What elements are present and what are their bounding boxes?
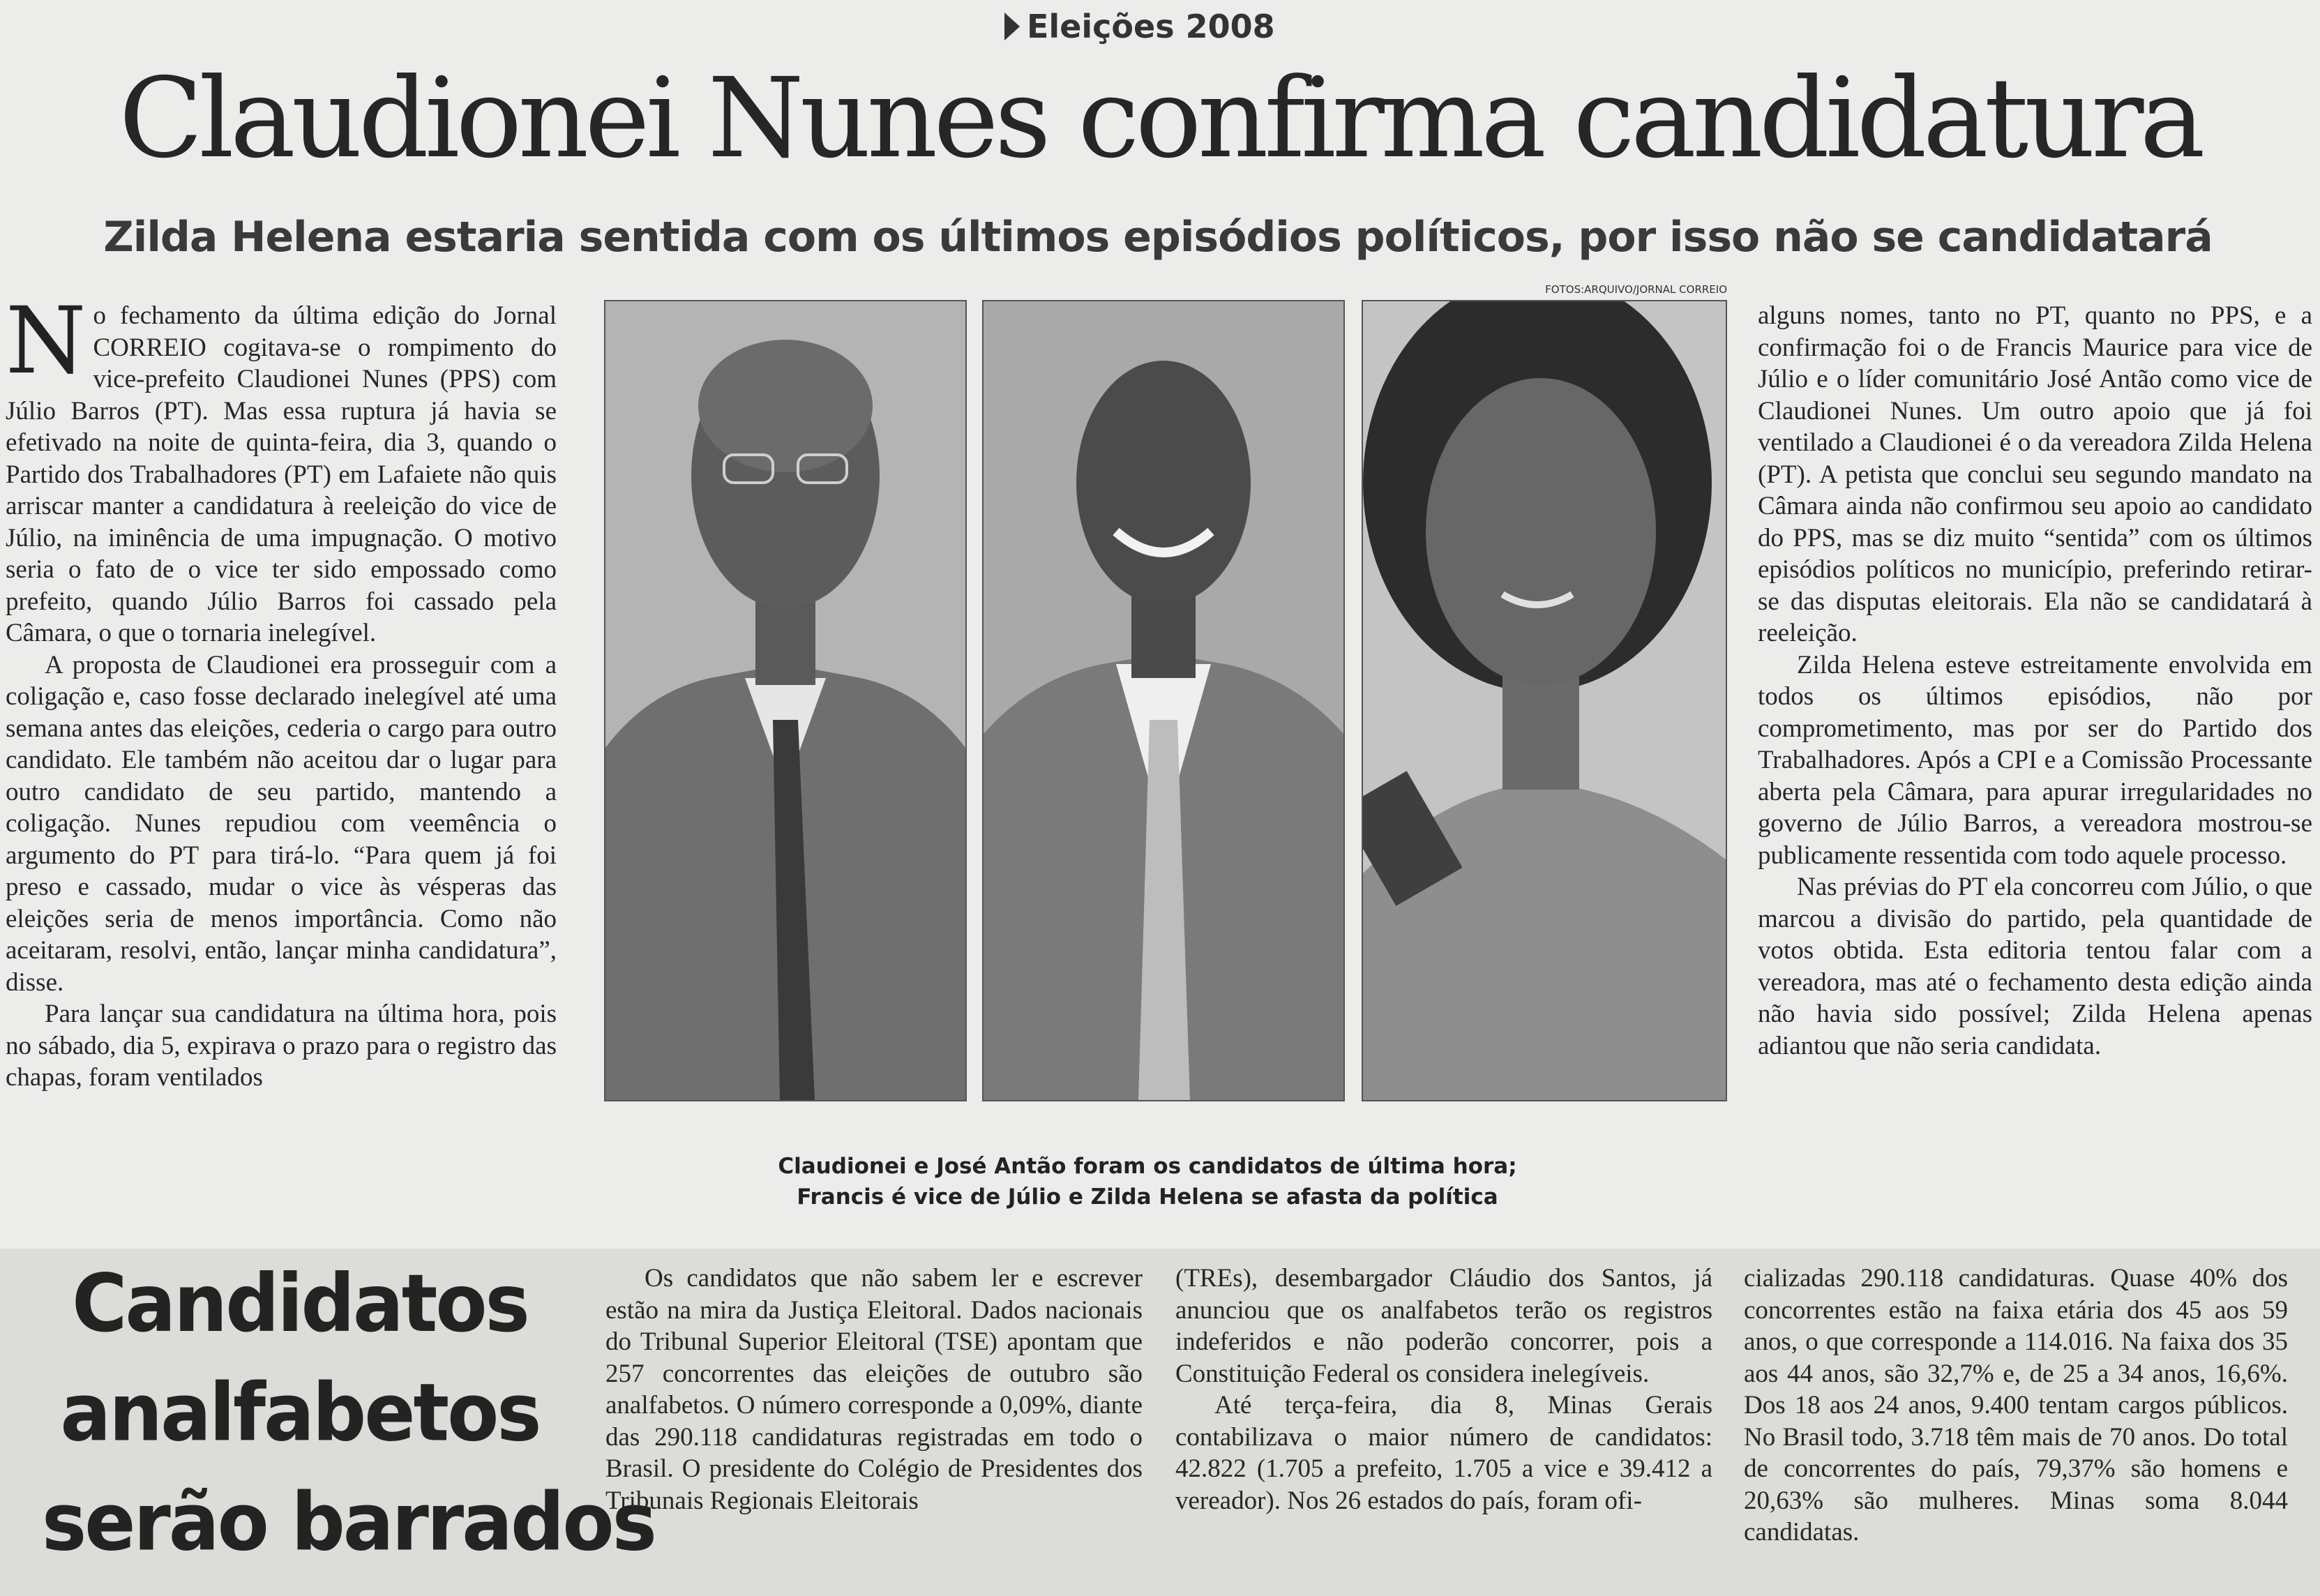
box-column-1 xyxy=(605,1263,1143,1590)
article-paragraph-3: Para lançar sua candidatura na última hora, pois no sábado, dia 5, expirava o prazo para o registro das chapas, foram ventilados xyxy=(6,1000,557,1092)
box-title-line-1: Candidatos xyxy=(72,1257,528,1350)
photo-zilda-helena xyxy=(1362,300,1727,1101)
article-paragraph-2: A proposta de Claudionei era prosseguir com a coligação e, caso fosse declarado inelegível até uma semana antes das eleições, cederia o cargo para outro candidato. Ele também não aceitou dar o lugar para outro candidato de seu partido, mantendo a coligação. Nunes repudiou com veemência o argumento do PT para tirá-lo. “Para quem já foi preso e cassado, mudar o vice às vésperas das eleições seria de menos importância. Como não aceitaram, resolvi, então, lançar minha candidatura”, disse. xyxy=(6,650,557,997)
section-label: Eleições 2008 xyxy=(1027,8,1275,45)
box-paragraph-2: (TREs), desembargador Cláudio dos Santos, já anunciou que os analfabetos terão os registros indeferidos e não poderão concorrer, pois a Constituição Federal os considera inelegíveis. xyxy=(1175,1264,1712,1388)
photo-claudionei-nunes xyxy=(604,300,967,1101)
box-title xyxy=(42,1249,655,1590)
article-paragraph-5: Zilda Helena esteve estreitamente envolvida em todos os últimos episódios, não por comprometimento, mas por ser do Partido dos Trabalhadores. Após a CPI e a Comissão Processante aberta pela Câmara, para apurar irregularidades no governo de Júlio Barros, a vereadora mostrou-se publicamente ressentida com todo aquele processo. xyxy=(1758,650,2312,870)
box-column-2 xyxy=(1175,1263,1712,1590)
photo-caption xyxy=(698,1151,1597,1214)
box-title-line-3: serão barrados xyxy=(42,1476,655,1569)
box-paragraph-3: Até terça-feira, dia 8, Minas Gerais contabilizava o maior número de candidatos: 42.822 (1.705 a prefeito, 1.705 a vice e 39.412 a vereador). Nos 26 estados do país, foram ofi- xyxy=(1175,1391,1712,1515)
headline: Claudionei Nunes confirma candidatura xyxy=(119,54,2201,183)
photo-jose-antao xyxy=(982,300,1345,1101)
article-paragraph-1-text: o fechamento da última edição do Jornal CORREIO cogitava-se o rompimento do vice-prefeito Claudionei Nunes (PPS) com Júlio Barros (PT). Mas essa ruptura já havia se efetivado na noite de quinta-feira, dia 3, quando o Partido dos Trabalhadores (PT) em Lafaiete não quis arriscar manter a candidatura à reeleição do vice de Júlio, na iminência de uma impugnação. O motivo seria o fato de o vice ter sido empossado como prefeito, quando Júlio Barros foi cassado pela Câmara, o que o tornaria inelegível. xyxy=(6,301,557,647)
article-column-right xyxy=(1758,300,2312,1228)
box-column-3 xyxy=(1744,1263,2288,1590)
article-paragraph-4: alguns nomes, tanto no PT, quanto no PPS, e a confirmação foi o de Francis Maurice para vice de Júlio e o líder comunitário José Antão como vice de Claudionei Nunes. Um outro apoio que já foi ventilado a Claudionei é o da vereadora Zilda Helena (PT). A petista que conclui seu segundo mandato na Câmara ainda não confirmou seu apoio ao candidato do PPS, mas se diz muito “sentida” com os últimos episódios políticos no município, preferindo retirar-se das disputas eleitorais. Ela não se candidatará à reeleição. xyxy=(1758,301,2312,647)
dropcap: N xyxy=(6,287,86,395)
article-paragraph-6: Nas prévias do PT ela concorreu com Júlio, o que marcou a divisão do partido, pela quantidade de votos obtida. Esta editoria tentou falar com a vereadora, mas até o fechamento desta edição ainda não havia sido possível; Zilda Helena apenas adiantou que não seria candidata. xyxy=(1758,873,2312,1060)
box-paragraph-4: cializadas 290.118 candidaturas. Quase 40% dos concorrentes estão na faixa etária dos 45 aos 59 anos, o que corresponde a 114.016. Na faixa dos 35 aos 44 anos, são 32,7% e, de 25 a 34 anos, 16,6%. Dos 18 aos 24 anos, 9.400 tentam cargos públicos. No Brasil todo, 3.718 têm mais de 70 anos. Do total de concorrentes do país, 79,37% são homens e 20,63% são mulheres. Minas soma 8.044 candidatas. xyxy=(1744,1264,2288,1546)
triangle-bullet-icon xyxy=(1004,13,1020,40)
box-title-line-2: analfabetos xyxy=(60,1367,540,1460)
portrait-smiling-man-image xyxy=(984,301,1343,1100)
article-column-left xyxy=(6,287,557,1228)
photo-credit: FOTOS:ARQUIVO/JORNAL CORREIO xyxy=(1545,283,1727,296)
caption-line-2: Francis é vice de Júlio e Zilda Helena se afasta da política xyxy=(797,1184,1498,1210)
subheadline: Zilda Helena estaria sentida com os últimos episódios políticos, por isso não se candidatará xyxy=(103,213,2213,262)
portrait-woman-image xyxy=(1363,301,1726,1100)
section-kicker xyxy=(1004,6,1275,47)
box-paragraph-1: Os candidatos que não sabem ler e escrever estão na mira da Justiça Eleitoral. Dados nacionais do Tribunal Superior Eleitoral (TSE) apontam que 257 concorrentes das eleições de outubro são analfabetos. O número corresponde a 0,09%, diante das 290.118 candidaturas registradas em todo o Brasil. O presidente do Colégio de Presidentes dos Tribunais Regionais Eleitorais xyxy=(605,1264,1143,1515)
portrait-man-glasses-image xyxy=(605,301,965,1100)
caption-line-1: Claudionei e José Antão foram os candidatos de última hora; xyxy=(778,1154,1517,1179)
article-paragraph-1 xyxy=(6,287,557,649)
